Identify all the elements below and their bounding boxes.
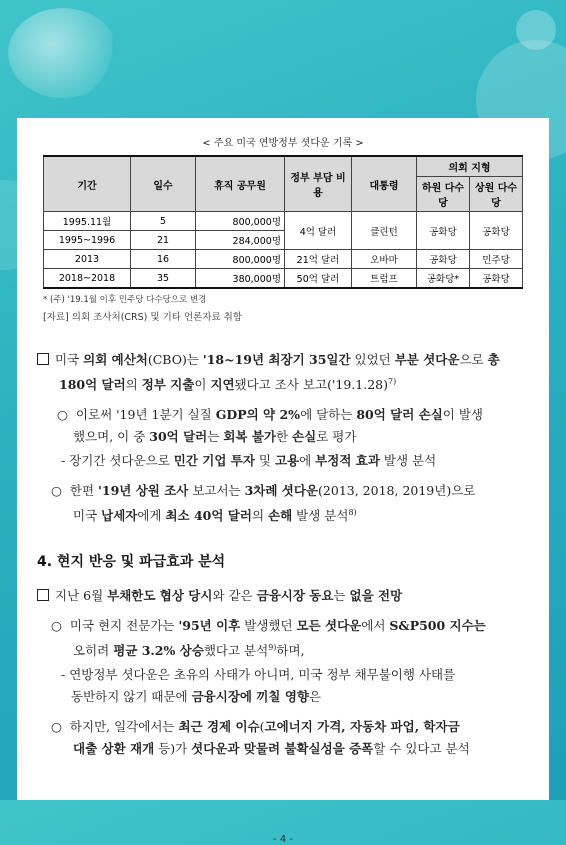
cell-furlough: 380,000명 bbox=[196, 269, 285, 289]
globe-decoration bbox=[8, 8, 118, 98]
table-row bbox=[44, 212, 523, 231]
header-senate: 상원 다수당 bbox=[470, 177, 523, 212]
table-header-row bbox=[44, 156, 523, 177]
bullet-paragraph-market: 지난 6월 부채한도 협상 당시와 같은 금융시장 동요는 없을 전망 bbox=[37, 585, 529, 607]
table-row bbox=[44, 269, 523, 289]
section-heading: 4. 현지 반응 및 파급효과 분석 bbox=[37, 554, 226, 571]
cell-days: 16 bbox=[131, 250, 196, 269]
cell-period: 1995~1996 bbox=[44, 231, 131, 250]
shutdown-records-table bbox=[43, 155, 523, 289]
cell-senate: 공화당 bbox=[470, 212, 523, 250]
cell-house: 공화당 bbox=[417, 212, 470, 250]
cell-period: 1995.11월 bbox=[44, 212, 131, 231]
dash-bullet-icon: - bbox=[61, 453, 70, 469]
table-caption: < 주요 미국 연방정부 셧다운 기록 > bbox=[202, 138, 364, 149]
cell-period: 2013 bbox=[44, 250, 131, 269]
cell-period: 2018~2018 bbox=[44, 269, 131, 289]
cell-president: 오바마 bbox=[352, 250, 417, 269]
cell-furlough: 284,000명 bbox=[196, 231, 285, 250]
dash-bullet-icon: - bbox=[61, 667, 70, 683]
square-bullet-icon bbox=[37, 589, 49, 601]
cell-senate: 공화당 bbox=[470, 269, 523, 289]
circle-bullet-icon: ○ bbox=[51, 483, 62, 499]
cell-days: 35 bbox=[131, 269, 196, 289]
header-days: 일수 bbox=[131, 156, 196, 212]
table-footnote: * (주) '19.1월 이후 민주당 다수당으로 변경 bbox=[43, 295, 207, 305]
bullet-paragraph-cbo: 미국 의회 예산처(CBO)는 '18~19년 최장기 35일간 있었던 부분 셧다운으로 총 180억 달러의 정부 지출이 지연됐다고 조사 보고$('19.1.28)^{7)}$ bbox=[37, 349, 529, 396]
page-number: - 4 - bbox=[273, 834, 293, 845]
header-president: 대통령 bbox=[352, 156, 417, 212]
dash-item-investment: - 장기간 셧다운으로 민간 기업 투자 및 고용에 부정적 효과 발생 분석 bbox=[61, 453, 437, 469]
header-house: 하원 다수당 bbox=[417, 177, 470, 212]
cell-president: 클린턴 bbox=[352, 212, 417, 250]
cell-furlough: 800,000명 bbox=[196, 212, 285, 231]
footnote-ref: 9) bbox=[268, 643, 277, 653]
sub-bullet-gdp-loss: ○ 이로써 '19년 1분기 실질 GDP의 약 2%에 달하는 80억 달러 손실이 발생 했으며, 이 중 30억 달러는 회복 불가한 손실로 평가 bbox=[57, 407, 483, 445]
cell-furlough: 800,000명 bbox=[196, 250, 285, 269]
footnote-ref: 8) bbox=[348, 508, 357, 518]
cell-cost: 50억 달러 bbox=[285, 269, 352, 289]
circle-bullet-icon: ○ bbox=[57, 407, 68, 423]
table-row bbox=[44, 250, 523, 269]
header-furlough: 휴직 공무원 bbox=[196, 156, 285, 212]
cell-cost: 4억 달러 bbox=[285, 212, 352, 250]
dash-item-no-default: - 연방정부 셧다운은 초유의 사태가 아니며, 미국 정부 채무불이행 사태를 동반하지 않기 때문에 금융시장에 끼칠 영향은 bbox=[61, 667, 456, 705]
cell-house: 공화당 bbox=[417, 250, 470, 269]
circle-bullet-icon: ○ bbox=[51, 618, 62, 634]
cell-days: 5 bbox=[131, 212, 196, 231]
header-congress: 의회 지형 bbox=[417, 156, 523, 177]
source-note: [자료] 의회 조사처(CRS) 및 기타 언론자료 취합 bbox=[43, 312, 243, 323]
cell-senate: 민주당 bbox=[470, 250, 523, 269]
footnote-ref: 7) bbox=[387, 377, 397, 386]
document-page bbox=[17, 118, 549, 845]
sub-bullet-sp500: ○ 미국 현지 전문가는 '95년 이후 발생했던 모든 셧다운에서 S&P500 지수는 오히려 평균 3.2% 상승했다고 분석$^{9)}$하며, bbox=[51, 618, 486, 659]
header-period: 기간 bbox=[44, 156, 131, 212]
cell-cost: 21억 달러 bbox=[285, 250, 352, 269]
cell-house: 공화당* bbox=[417, 269, 470, 289]
header-cost: 정부 부담 비용 bbox=[285, 156, 352, 212]
cell-president: 트럼프 bbox=[352, 269, 417, 289]
bg-circle-3 bbox=[516, 10, 556, 50]
cell-days: 21 bbox=[131, 231, 196, 250]
circle-bullet-icon: ○ bbox=[51, 719, 62, 735]
square-bullet-icon bbox=[37, 353, 49, 365]
sub-bullet-senate-report: ○ 한편 '19년 상원 조사 보고서는 3차례 셧다운(2013, 2018, 2019년)으로 미국 납세자에게 최소 40억 달러의 손해 발생 분석$^{8)}$ bbox=[51, 483, 476, 524]
sub-bullet-uncertainty: ○ 하지만, 일각에서는 최근 경제 이슈(고에너지 가격, 자동차 파업, 학자금 대출 상환 재개 등)가 셧다운과 맞물려 불확실성을 증폭할 수 있다고 분석 bbox=[51, 719, 470, 757]
